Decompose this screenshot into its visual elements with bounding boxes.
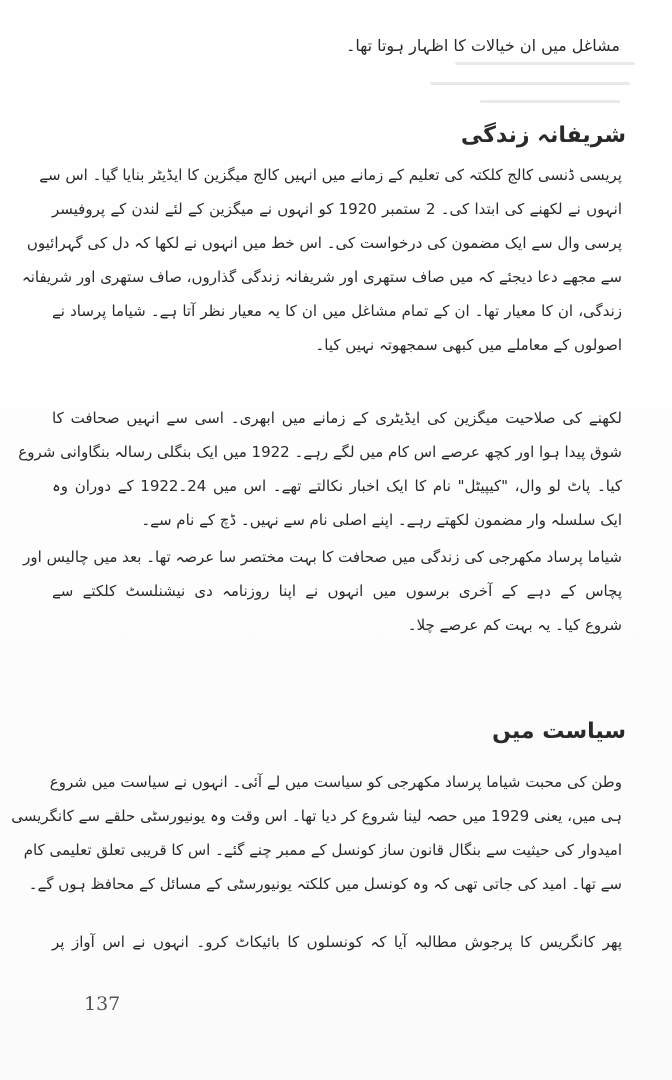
text-line: ایک سلسلہ وار مضمون لکھتے رہے۔ اپنے اصلی نام سے نہیں۔ ڈچ کے نام سے۔	[141, 511, 622, 529]
text-line: پریسی ڈنسی کالج کلکتہ کی تعلیم کے زمانے میں انہیں کالج میگزین کا ایڈیٹر بنایا گیا۔ اس سے	[39, 166, 622, 184]
text-line: پرسی وال سے ایک مضمون کی درخواست کی۔ اس خط میں انہوں نے لکھا کہ دل کی گہرائیوں	[26, 234, 622, 252]
text-line: زندگی، ان کا معیار تھا۔ ان کے تمام مشاغل میں ان کا یہ معیار نظر آتا ہے۔ شیاما پرساد نے	[52, 302, 622, 320]
paragraph-5	[52, 925, 622, 959]
text-line: پھر کانگریس کا پرجوش مطالبہ آیا کہ کونسلوں کا بائیکاٹ کرو۔ انہوں نے اس آواز پر	[52, 933, 622, 951]
text-line: امیدوار کی حیثیت سے بنگال قانون ساز کونسل کے ممبر چنے گئے۔ اس کا قریبی تعلق تعلیمی کام	[23, 841, 622, 859]
bleed-through-mark	[480, 100, 620, 103]
text-line: سے مجھے دعا دیجئے کہ میں صاف ستھری اور شریفانہ زندگی گذاروں، صاف ستھری اور شریفانہ	[21, 268, 622, 286]
text-line: سے تھا۔ امید کی جاتی تھی کہ وہ کونسل میں کلکتہ یونیورسٹی کے مسائل کے محافظ ہوں گے۔	[28, 875, 622, 893]
text-line: لکھنے کی صلاحیت میگزین کی ایڈیٹری کے زمانے میں ابھری۔ اسی سے انہیں صحافت کا	[52, 409, 622, 427]
text-line: کیا۔ پاٹ لو وال، "کیپیٹل" نام کا ایک اخبار نکالتے تھے۔ اس میں 24۔1922 کے دوران وہ	[52, 477, 622, 495]
section-heading-siyasat-mein: سیاست میں	[492, 719, 626, 744]
paragraph-1	[21, 158, 622, 362]
paragraph-2	[18, 401, 622, 537]
text-line: پچاس کے دہے کے آخری برسوں میں انہوں نے اپنا روزنامہ دی نیشنلسٹ کلکتے سے	[52, 582, 622, 600]
bleed-through-mark	[430, 82, 630, 85]
text-line: وطن کی محبت شیاما پرساد مکھرجی کو سیاست میں لے آئی۔ انہوں نے سیاست میں شروع	[49, 773, 622, 791]
bleed-through-mark	[455, 62, 635, 65]
text-line: شروع کیا۔ یہ بہت کم عرصے چلا۔	[407, 616, 622, 634]
paragraph-3	[23, 540, 622, 642]
text-line: اصولوں کے معاملے میں کبھی سمجھوتہ نہیں کیا۔	[315, 336, 622, 354]
text-line: انہوں نے لکھنے کی ابتدا کی۔ 2 ستمبر 1920 کو انہوں نے میگزین کے لئے لندن کے پروفیسر	[52, 200, 622, 218]
text-line: ہی میں، یعنی 1929 میں حصہ لینا شروع کر دیا تھا۔ اس وقت وہ یونیورسٹی حلقے سے کانگریسی	[11, 807, 622, 825]
continuation-line: مشاغل میں ان خیالات کا اظہار ہوتا تھا۔	[345, 36, 620, 55]
paragraph-4	[11, 765, 622, 901]
text-line: شیاما پرساد مکھرجی کی زندگی میں صحافت کا بہت مختصر سا عرصہ تھا۔ بعد میں چالیس اور	[23, 548, 622, 566]
page-number: 137	[84, 993, 121, 1015]
text-line: شوق پیدا ہوا اور کچھ عرصے اس کام میں لگے رہے۔ 1922 میں ایک بنگلی رسالہ بنگاوانی شروع	[18, 443, 622, 461]
section-heading-sharifana-zindagi: شریفانہ زندگی	[460, 123, 626, 148]
